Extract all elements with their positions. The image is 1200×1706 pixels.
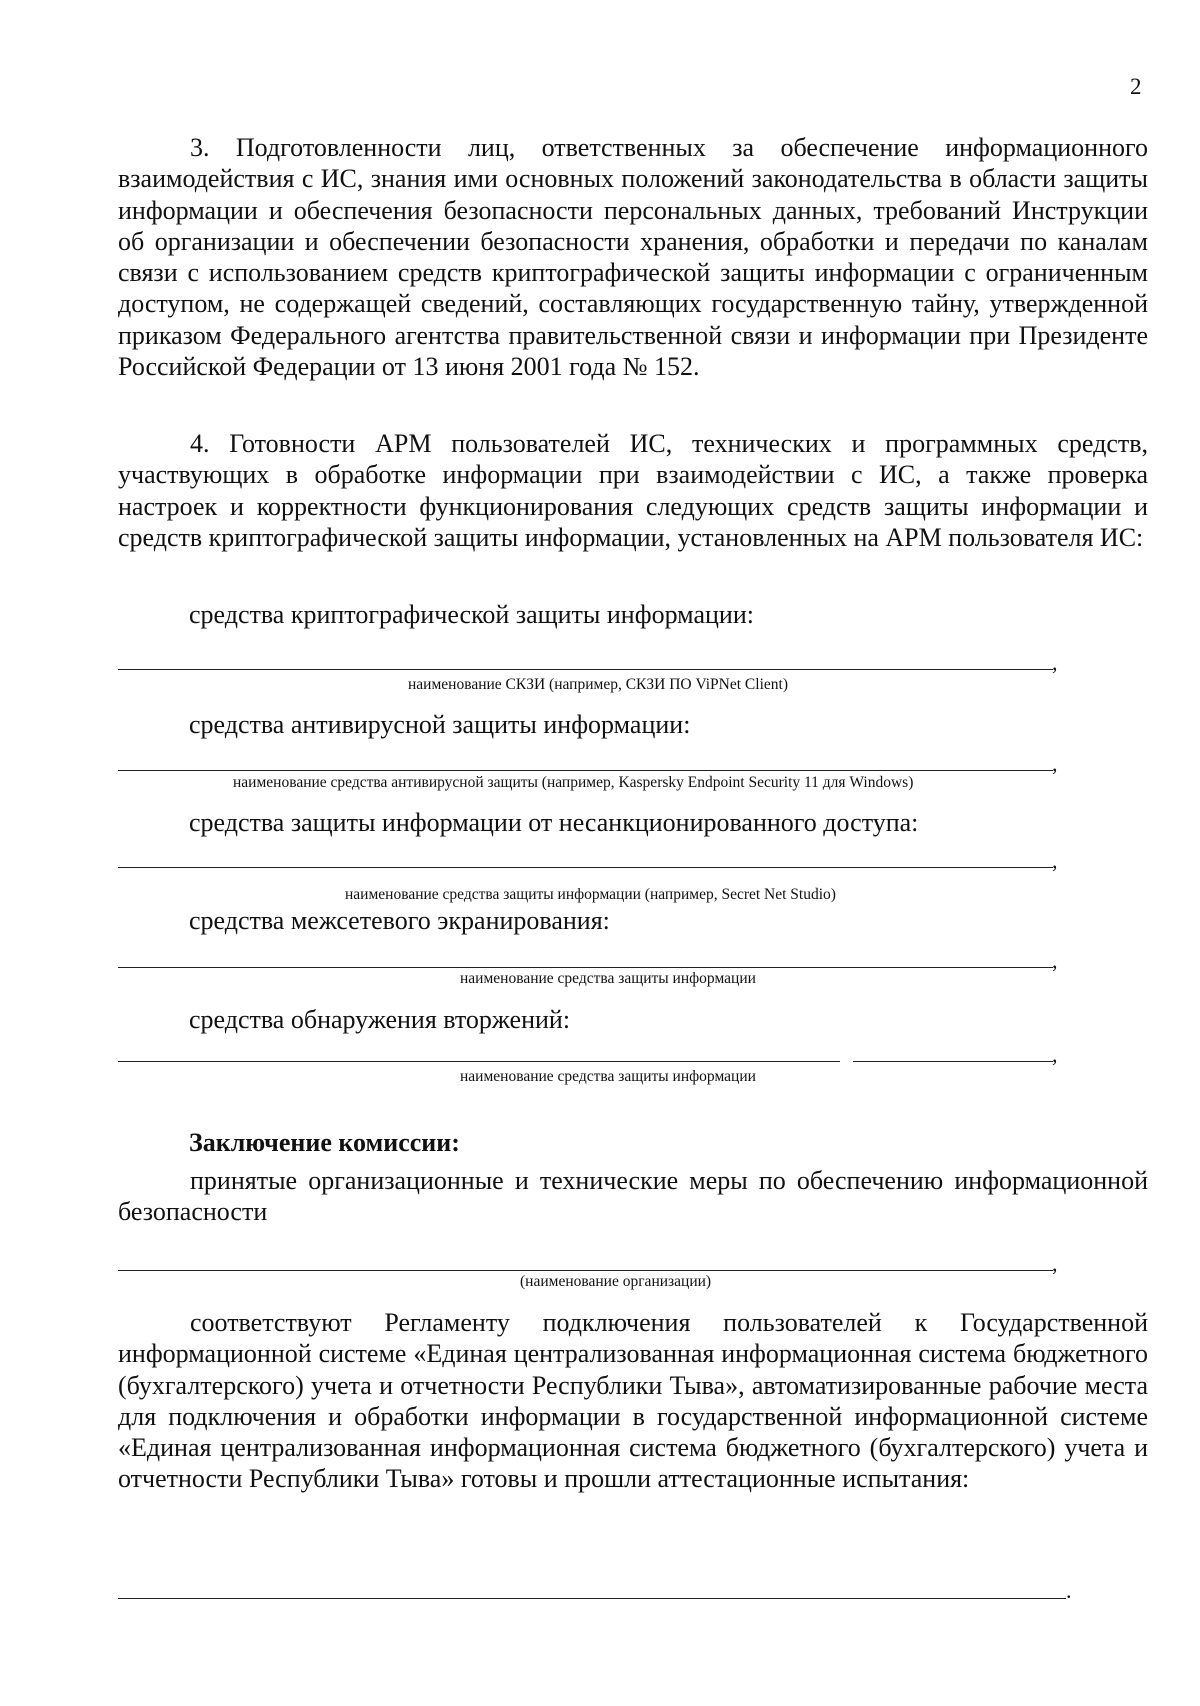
field-caption-ids: наименование средства защиты информации — [460, 1068, 756, 1085]
field-caption-antivirus: наименование средства антивирусной защиты (например, Kaspersky Endpoint Security 11 для Windows) — [233, 774, 914, 791]
field-comma: , — [1052, 650, 1058, 675]
page-number: 2 — [1130, 74, 1142, 99]
field-comma: , — [1052, 1251, 1058, 1276]
field-caption-firewall: наименование средства защиты информации — [460, 970, 756, 987]
field-comma: , — [1052, 751, 1058, 776]
field-label-ids: средства обнаружения вторжений: — [189, 1005, 571, 1034]
field-line-ids[interactable] — [118, 1061, 840, 1062]
org-name-line[interactable] — [118, 1270, 1053, 1271]
field-label-crypto: средства криптографической защиты информации: — [189, 600, 754, 629]
field-caption-nsd: наименование средства защиты информации (например, Secret Net Studio) — [345, 886, 836, 903]
field-comma: , — [1052, 948, 1058, 973]
final-period: . — [1066, 1578, 1072, 1603]
final-line[interactable] — [118, 1598, 1066, 1599]
field-caption-crypto: наименование СКЗИ (например, СКЗИ ПО ViPNet Client) — [408, 676, 788, 693]
field-line-ids-second[interactable] — [853, 1061, 1053, 1062]
field-line-firewall[interactable] — [118, 967, 1053, 968]
field-line-crypto[interactable] — [118, 669, 1053, 670]
paragraph-4: 4. Готовности АРМ пользователей ИС, технических и программных средств, участвующих в обработке информации при взаимодействии с ИС, а также проверка настроек и корректности функционирования следующих средств защиты информации и средств криптографической защиты информации, установленных на АРМ пользователя ИС: — [118, 429, 1148, 552]
conclusion-intro: принятые организационные и технические меры по обеспечению информационной безопасности — [118, 1166, 1148, 1227]
field-label-antivirus: средства антивирусной защиты информации: — [189, 710, 691, 739]
field-line-nsd[interactable] — [118, 867, 1053, 868]
paragraph-3: 3. Подготовленности лиц, ответственных за обеспечение информационного взаимодействия с ИС, знания ими основных положений законодательства в области защиты информации и обеспечения безопасности персональных данных, требований Инструкции об организации и обеспечении безопасности хранения, обработки и передачи по каналам связи с использованием средств криптографической защиты информации с ограниченным доступом, не содержащей сведений, составляющих государственную тайну, утвержденной приказом Федерального агентства правительственной связи и информации при Президенте Российской Федерации от 13 июня 2001 года № 152. — [118, 133, 1148, 382]
field-label-firewall: средства межсетевого экранирования: — [189, 906, 610, 935]
field-comma: , — [1052, 848, 1058, 873]
field-comma: , — [1052, 1042, 1058, 1067]
conclusion-heading: Заключение комиссии: — [189, 1128, 460, 1157]
field-line-antivirus[interactable] — [118, 770, 1053, 771]
org-name-caption: (наименование организации) — [520, 1273, 712, 1290]
field-label-nsd: средства защиты информации от несанкционированного доступа: — [189, 808, 919, 837]
conclusion-body: соответствуют Регламенту подключения пользователей к Государственной информационной системе «Единая централизованная информационная система бюджетного (бухгалтерского) учета и отчетности Республики Тыва», автоматизированные рабочие места для подключения и обработки информации в государственной информационной системе «Единая централизованная информационная система бюджетного (бухгалтерского) учета и отчетности Республики Тыва» готовы и прошли аттестационные испытания: — [118, 1308, 1148, 1494]
